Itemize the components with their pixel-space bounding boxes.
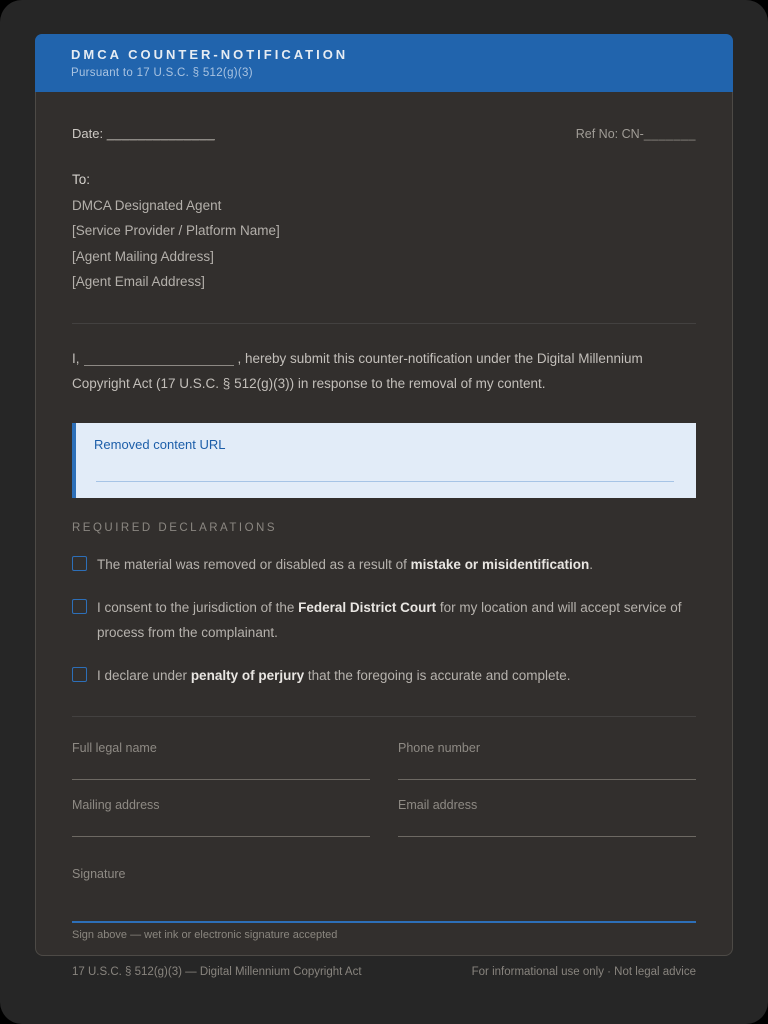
field-label: Mailing address xyxy=(72,797,160,812)
field-label: Email address xyxy=(398,797,478,812)
document-header xyxy=(35,34,733,92)
ref-number-field xyxy=(576,127,696,141)
document-title: DMCA COUNTER-NOTIFICATION xyxy=(71,47,349,62)
recipient-line: [Agent Email Address] xyxy=(72,274,205,289)
removed-url-box xyxy=(72,423,696,498)
statement-paragraph xyxy=(72,346,696,397)
footer-disclaimer: For informational use only · Not legal advice xyxy=(471,966,696,978)
field-phone-number xyxy=(398,717,696,780)
to-label: To: xyxy=(72,172,91,187)
checkbox-perjury[interactable] xyxy=(72,667,87,682)
ref-blank-input[interactable]: _______ xyxy=(643,127,696,141)
field-mailing-address xyxy=(72,780,370,837)
recipient-line: DMCA Designated Agent xyxy=(72,197,222,213)
ref-label: Ref No: CN- xyxy=(575,127,644,141)
declaration-row-mistake xyxy=(72,552,696,577)
field-full-legal-name xyxy=(72,717,370,780)
signature-label: Signature xyxy=(72,866,126,881)
declaration-text: The material was removed or disabled as a result of mistake or misidentification. xyxy=(97,556,593,572)
document-subtitle: Pursuant to 17 U.S.C. § 512(g)(3) xyxy=(71,67,253,79)
signature-input[interactable] xyxy=(72,921,696,923)
divider xyxy=(72,323,696,324)
field-email-address xyxy=(398,780,696,837)
statement-prefix: I, xyxy=(72,350,80,366)
declaration-text: I consent to the jurisdiction of the Federal District Court for my location and will accept service of process from the complainant. xyxy=(97,599,682,640)
field-label: Phone number xyxy=(398,740,481,755)
mailing-address-input[interactable] xyxy=(72,836,370,837)
declarations-heading: REQUIRED DECLARATIONS xyxy=(72,521,278,534)
recipient-line: [Agent Mailing Address] xyxy=(72,248,214,264)
removed-url-input[interactable] xyxy=(96,481,674,482)
date-field xyxy=(72,126,215,141)
declaration-row-jurisdiction xyxy=(72,595,696,645)
statement-suffix: , hereby submit this counter-notification under the Digital Millennium Copyright Act (17 U.S.C. § 512(g)(3)) in response to the removal of my content. xyxy=(72,350,643,391)
recipient-line: [Service Provider / Platform Name] xyxy=(72,223,280,238)
meta-row xyxy=(72,126,696,141)
removed-url-label: Removed content URL xyxy=(94,436,226,452)
date-blank-input[interactable]: ______________ xyxy=(106,126,215,141)
declaration-text: I declare under penalty of perjury that the foregoing is accurate and complete. xyxy=(97,667,571,683)
page-footer xyxy=(0,966,768,978)
field-label: Full legal name xyxy=(72,740,157,755)
email-address-input[interactable] xyxy=(398,836,696,837)
signature-note: Sign above — wet ink or electronic signature accepted xyxy=(72,928,338,941)
recipient-block xyxy=(72,167,696,295)
date-label: Date: xyxy=(72,126,104,141)
footer-statute: 17 U.S.C. § 512(g)(3) — Digital Millennium Copyright Act xyxy=(72,966,362,978)
checkbox-jurisdiction[interactable] xyxy=(72,599,87,614)
name-blank-input[interactable] xyxy=(84,352,234,366)
counter-notification-document xyxy=(35,34,733,956)
contact-fields-grid xyxy=(72,717,696,837)
document-body xyxy=(36,126,732,941)
declaration-row-perjury xyxy=(72,663,696,688)
checkbox-mistake[interactable] xyxy=(72,556,87,571)
